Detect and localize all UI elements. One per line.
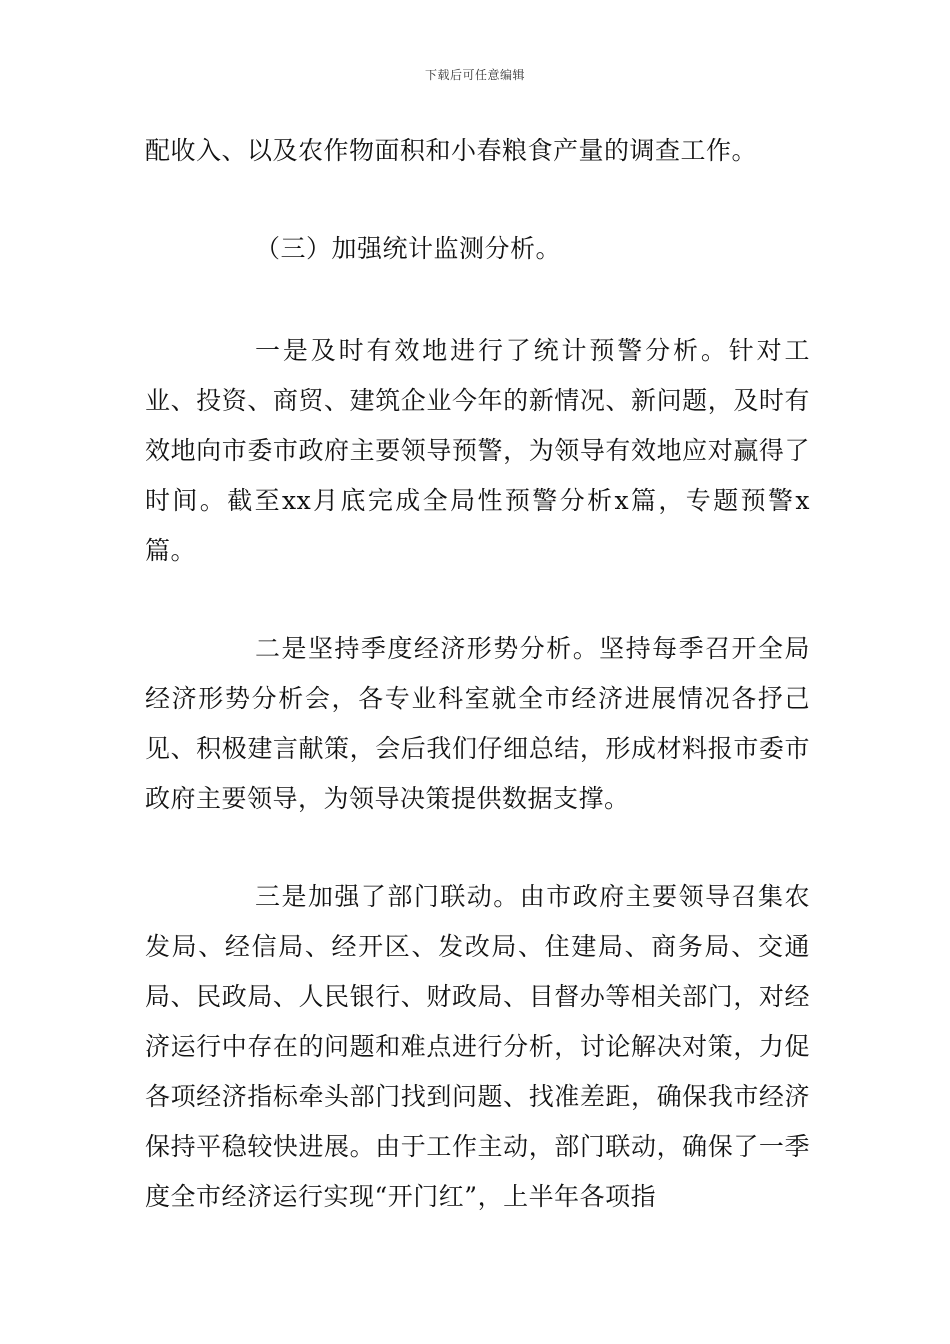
- section-heading-text: （三）加强统计监测分析。: [255, 234, 562, 263]
- paragraph-text: 三是加强了部门联动。由市政府主要领导召集农发局、经信局、经开区、发改局、住建局、商务局、交通局、民政局、人民银行、财政局、目督办等相关部门，对经济运行中存在的问题和难点进行分析，讨论解决对策，力促各项经济指标牵头部门找到问题、找准差距，确保我市经济保持平稳较快进展。由于工作主动，部门联动，确保了一季度全市经济运行实现“开门红”，上半年各项指: [145, 882, 810, 1211]
- paragraph-text: 二是坚持季度经济形势分析。坚持每季召开全局经济形势分析会，各专业科室就全市经济进展情况各抒己见、积极建言献策，会后我们仔细总结，形成材料报市委市政府主要领导，为领导决策提供数据支撑。: [145, 634, 810, 813]
- paragraph-text: 一是及时有效地进行了统计预警分析。针对工业、投资、商贸、建筑企业今年的新情况、新问题，及时有效地向市委市政府主要领导预警，为领导有效地应对赢得了时间。截至xx月底完成全局性预警分析x篇，专题预警x篇。: [145, 336, 810, 565]
- paragraph-early-warning: [145, 326, 810, 576]
- page-header: 下载后可任意编辑: [424, 68, 525, 82]
- section-heading: [145, 224, 810, 274]
- paragraph-text: 配收入、以及农作物面积和小春粮食产量的调查工作。: [145, 136, 758, 165]
- paragraph-continuation: [145, 126, 810, 176]
- paragraph-department-linkage: [145, 872, 810, 1222]
- paragraph-quarterly-analysis: [145, 624, 810, 824]
